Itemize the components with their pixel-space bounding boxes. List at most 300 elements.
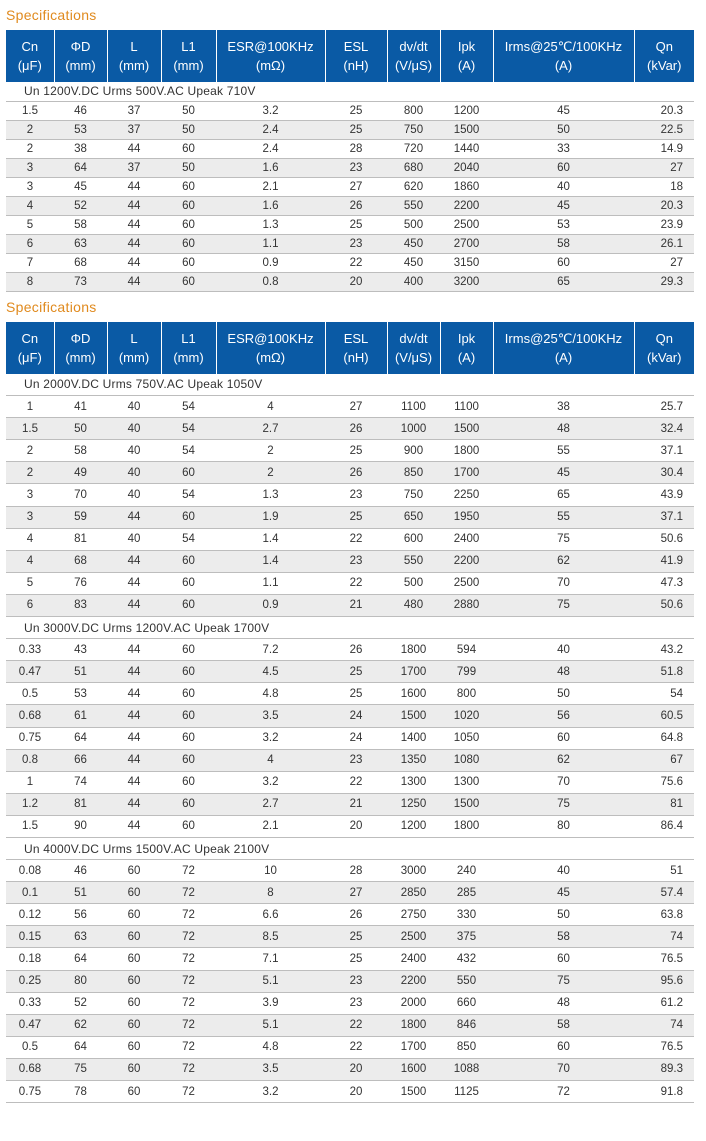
table-row <box>6 484 694 506</box>
table-cell: 47.3 <box>634 572 694 594</box>
table-cell: 46 <box>54 101 107 120</box>
column-header-unit: (kVar) <box>647 349 682 365</box>
table-cell: 80 <box>493 815 634 837</box>
table-cell: 43 <box>54 639 107 661</box>
column-header-unit: (mm) <box>65 349 96 365</box>
table-cell: 1080 <box>440 749 493 771</box>
column-header <box>493 322 634 374</box>
table-cell: 25 <box>325 661 387 683</box>
table-cell: 60 <box>107 1014 161 1036</box>
table-cell: 74 <box>54 771 107 793</box>
voltage-group-row <box>6 617 694 639</box>
table-cell: 81 <box>54 793 107 815</box>
table-cell: 44 <box>107 139 161 158</box>
table-cell: 58 <box>493 1014 634 1036</box>
table-cell: 1700 <box>387 661 440 683</box>
table-row <box>6 661 694 683</box>
table-cell: 53 <box>54 120 107 139</box>
table-cell: 20 <box>325 272 387 291</box>
table-cell: 2 <box>6 139 54 158</box>
table-cell: 450 <box>387 253 440 272</box>
table-cell: 1800 <box>387 1014 440 1036</box>
table-row <box>6 1014 694 1036</box>
table-cell: 60.5 <box>634 705 694 727</box>
table-cell: 51 <box>634 860 694 882</box>
table-cell: 65 <box>493 484 634 506</box>
table-cell: 0.5 <box>6 683 54 705</box>
table-cell: 28 <box>325 860 387 882</box>
table-cell: 26 <box>325 418 387 440</box>
table-cell: 22.5 <box>634 120 694 139</box>
table-cell: 3.9 <box>216 992 325 1014</box>
voltage-group-label: Un 2000V.DC Urms 750V.AC Upeak 1050V <box>6 374 694 396</box>
table-cell: 78 <box>54 1081 107 1103</box>
table-row <box>6 882 694 904</box>
table-cell: 23 <box>325 749 387 771</box>
column-header <box>634 322 694 374</box>
table-cell: 1500 <box>440 793 493 815</box>
table-row <box>6 926 694 948</box>
table-cell: 5.1 <box>216 970 325 992</box>
table-cell: 25 <box>325 926 387 948</box>
table-cell: 4 <box>216 749 325 771</box>
table-cell: 1400 <box>387 727 440 749</box>
column-header-unit: (nH) <box>343 349 369 365</box>
table-cell: 40 <box>107 396 161 418</box>
header-row <box>6 30 694 82</box>
table-cell: 50.6 <box>634 594 694 616</box>
table-cell: 65 <box>493 272 634 291</box>
table-cell: 70 <box>54 484 107 506</box>
table-cell: 45 <box>493 196 634 215</box>
table-cell: 44 <box>107 771 161 793</box>
table-cell: 58 <box>54 440 107 462</box>
table-cell: 80 <box>54 970 107 992</box>
table-cell: 25 <box>325 506 387 528</box>
table-cell: 1350 <box>387 749 440 771</box>
table-cell: 550 <box>387 196 440 215</box>
table-row <box>6 970 694 992</box>
section-title: Specifications <box>6 298 97 315</box>
table-cell: 48 <box>493 418 634 440</box>
table-cell: 72 <box>161 860 216 882</box>
table-cell: 3200 <box>440 272 493 291</box>
table-cell: 650 <box>387 506 440 528</box>
table-cell: 68 <box>54 253 107 272</box>
table-cell: 70 <box>493 1058 634 1080</box>
table-row <box>6 815 694 837</box>
table-cell: 53 <box>493 215 634 234</box>
table-cell: 2 <box>216 440 325 462</box>
table-cell: 3 <box>6 177 54 196</box>
table-cell: 25 <box>325 101 387 120</box>
column-header-name: Qn <box>655 39 673 54</box>
table-cell: 50 <box>493 683 634 705</box>
table-cell: 46 <box>54 860 107 882</box>
table-cell: 44 <box>107 683 161 705</box>
spec-table <box>6 322 694 1104</box>
table-cell: 89.3 <box>634 1058 694 1080</box>
table-cell: 60 <box>161 506 216 528</box>
table-cell: 60 <box>161 215 216 234</box>
table-cell: 2750 <box>387 904 440 926</box>
table-cell: 4.8 <box>216 683 325 705</box>
table-cell: 75 <box>54 1058 107 1080</box>
table-cell: 2200 <box>440 550 493 572</box>
table-cell: 68 <box>54 550 107 572</box>
table-cell: 23 <box>325 234 387 253</box>
table-cell: 1600 <box>387 683 440 705</box>
table-cell: 72 <box>161 1058 216 1080</box>
table-cell: 60 <box>493 1036 634 1058</box>
table-cell: 720 <box>387 139 440 158</box>
table-cell: 60 <box>161 749 216 771</box>
table-cell: 23 <box>325 992 387 1014</box>
table-cell: 285 <box>440 882 493 904</box>
table-cell: 1.5 <box>6 101 54 120</box>
table-cell: 22 <box>325 253 387 272</box>
table-cell: 26 <box>325 904 387 926</box>
column-header <box>107 30 161 82</box>
table-cell: 750 <box>387 120 440 139</box>
table-cell: 60 <box>161 572 216 594</box>
table-cell: 1088 <box>440 1058 493 1080</box>
table-cell: 58 <box>493 234 634 253</box>
table-cell: 40 <box>107 440 161 462</box>
table-cell: 40 <box>107 528 161 550</box>
table-cell: 86.4 <box>634 815 694 837</box>
table-cell: 1440 <box>440 139 493 158</box>
table-row <box>6 572 694 594</box>
table-cell: 72 <box>161 1036 216 1058</box>
table-cell: 60 <box>107 1058 161 1080</box>
table-cell: 60 <box>107 882 161 904</box>
column-header <box>161 30 216 82</box>
table-cell: 64 <box>54 948 107 970</box>
table-cell: 22 <box>325 528 387 550</box>
table-cell: 1200 <box>440 101 493 120</box>
table-row <box>6 594 694 616</box>
column-header-name: Ipk <box>457 330 476 346</box>
table-cell: 0.75 <box>6 727 54 749</box>
table-cell: 25 <box>325 215 387 234</box>
table-cell: 58 <box>493 926 634 948</box>
table-cell: 44 <box>107 639 161 661</box>
column-header <box>440 322 493 374</box>
table-cell: 60 <box>161 462 216 484</box>
table-cell: 850 <box>440 1036 493 1058</box>
table-cell: 21 <box>325 793 387 815</box>
table-cell: 60 <box>161 594 216 616</box>
table-cell: 51 <box>54 661 107 683</box>
table-cell: 50 <box>493 904 634 926</box>
column-header <box>325 30 387 82</box>
table-cell: 95.6 <box>634 970 694 992</box>
column-header-name: Ipk <box>457 39 476 54</box>
table-cell: 1500 <box>440 418 493 440</box>
table-cell: 66 <box>54 749 107 771</box>
table-cell: 2700 <box>440 234 493 253</box>
column-header-name: Irms@25℃/100KHz <box>504 39 623 54</box>
table-cell: 8 <box>216 882 325 904</box>
table-cell: 2.4 <box>216 120 325 139</box>
column-header-unit: (mm) <box>65 58 96 73</box>
table-cell: 40 <box>493 177 634 196</box>
column-header-name: ESL <box>343 39 369 54</box>
table-cell: 74 <box>634 1014 694 1036</box>
voltage-group-row <box>6 837 694 859</box>
table-cell: 37.1 <box>634 440 694 462</box>
table-cell: 40 <box>107 484 161 506</box>
table-cell: 59 <box>54 506 107 528</box>
table-cell: 1050 <box>440 727 493 749</box>
table-cell: 1.3 <box>216 215 325 234</box>
voltage-group-label: Un 1200V.DC Urms 500V.AC Upeak 710V <box>6 82 694 101</box>
table-cell: 60 <box>107 860 161 882</box>
table-cell: 6 <box>6 594 54 616</box>
column-header <box>54 322 107 374</box>
column-header-unit: (A) <box>554 58 573 73</box>
table-cell: 50 <box>161 158 216 177</box>
table-cell: 0.25 <box>6 970 54 992</box>
table-cell: 1100 <box>440 396 493 418</box>
table-cell: 375 <box>440 926 493 948</box>
column-header-name: Irms@25℃/100KHz <box>504 330 623 346</box>
column-header <box>107 322 161 374</box>
table-cell: 3.2 <box>216 727 325 749</box>
table-row <box>6 158 694 177</box>
table-cell: 52 <box>54 992 107 1014</box>
column-header-name: ΦD <box>70 330 91 346</box>
table-cell: 0.33 <box>6 992 54 1014</box>
table-cell: 800 <box>387 101 440 120</box>
column-header-unit: (kVar) <box>647 58 682 73</box>
table-cell: 2880 <box>440 594 493 616</box>
table-cell: 50 <box>493 120 634 139</box>
table-cell: 27 <box>325 882 387 904</box>
column-header-unit: (μF) <box>17 58 42 73</box>
table-cell: 1600 <box>387 1058 440 1080</box>
table-cell: 0.9 <box>216 253 325 272</box>
table-cell: 20.3 <box>634 196 694 215</box>
column-header <box>325 322 387 374</box>
table-cell: 3 <box>6 506 54 528</box>
table-cell: 60 <box>161 661 216 683</box>
column-header-name: ESR@100KHz <box>227 39 314 54</box>
table-cell: 24 <box>325 727 387 749</box>
table-cell: 30.4 <box>634 462 694 484</box>
table-cell: 60 <box>161 815 216 837</box>
table-cell: 73 <box>54 272 107 291</box>
table-cell: 2500 <box>440 215 493 234</box>
column-header-name: dv/dt <box>399 330 428 346</box>
table-cell: 6.6 <box>216 904 325 926</box>
column-header-unit: (V/μS) <box>394 349 433 365</box>
table-cell: 58 <box>54 215 107 234</box>
table-row <box>6 1081 694 1103</box>
table-cell: 2.1 <box>216 815 325 837</box>
table-cell: 75 <box>493 793 634 815</box>
column-header-name: Cn <box>21 330 39 346</box>
table-cell: 1.5 <box>6 418 54 440</box>
column-header-unit: (mΩ) <box>255 58 286 73</box>
table-cell: 23.9 <box>634 215 694 234</box>
column-header <box>634 30 694 82</box>
table-row <box>6 418 694 440</box>
table-cell: 75 <box>493 970 634 992</box>
table-cell: 8.5 <box>216 926 325 948</box>
table-cell: 38 <box>54 139 107 158</box>
table-cell: 2500 <box>440 572 493 594</box>
table-cell: 44 <box>107 506 161 528</box>
table-row <box>6 683 694 705</box>
table-cell: 43.2 <box>634 639 694 661</box>
table-cell: 75 <box>493 528 634 550</box>
table-cell: 44 <box>107 572 161 594</box>
column-header-name: dv/dt <box>399 39 428 54</box>
table-cell: 1800 <box>440 440 493 462</box>
table-cell: 81 <box>634 793 694 815</box>
table-cell: 1.2 <box>6 793 54 815</box>
table-cell: 2 <box>216 462 325 484</box>
table-cell: 6 <box>6 234 54 253</box>
column-header-unit: (mm) <box>118 58 150 73</box>
table-cell: 1860 <box>440 177 493 196</box>
table-cell: 27 <box>634 253 694 272</box>
table-cell: 60 <box>161 705 216 727</box>
table-cell: 40 <box>107 462 161 484</box>
table-cell: 10 <box>216 860 325 882</box>
table-cell: 750 <box>387 484 440 506</box>
column-header <box>161 322 216 374</box>
table-cell: 60 <box>107 904 161 926</box>
table-cell: 60 <box>161 272 216 291</box>
table-cell: 5 <box>6 572 54 594</box>
column-header <box>216 30 325 82</box>
table-cell: 76 <box>54 572 107 594</box>
table-cell: 7.1 <box>216 948 325 970</box>
table-cell: 44 <box>107 661 161 683</box>
table-cell: 50 <box>54 418 107 440</box>
table-cell: 0.8 <box>6 749 54 771</box>
table-cell: 32.4 <box>634 418 694 440</box>
table-row <box>6 253 694 272</box>
table-cell: 1950 <box>440 506 493 528</box>
table-cell: 29.3 <box>634 272 694 291</box>
table-cell: 1000 <box>387 418 440 440</box>
table-cell: 45 <box>54 177 107 196</box>
table-cell: 21 <box>325 594 387 616</box>
table-cell: 0.15 <box>6 926 54 948</box>
table-cell: 23 <box>325 970 387 992</box>
table-cell: 54 <box>161 396 216 418</box>
table-cell: 56 <box>54 904 107 926</box>
table-cell: 1250 <box>387 793 440 815</box>
table-cell: 900 <box>387 440 440 462</box>
table-cell: 44 <box>107 234 161 253</box>
table-cell: 44 <box>107 196 161 215</box>
table-cell: 60 <box>493 158 634 177</box>
table-cell: 63 <box>54 926 107 948</box>
table-cell: 4.5 <box>216 661 325 683</box>
table-cell: 3.2 <box>216 101 325 120</box>
table-cell: 3 <box>6 158 54 177</box>
table-cell: 3.5 <box>216 1058 325 1080</box>
table-cell: 432 <box>440 948 493 970</box>
table-cell: 61.2 <box>634 992 694 1014</box>
table-cell: 70 <box>493 771 634 793</box>
table-cell: 1.1 <box>216 234 325 253</box>
table-cell: 0.18 <box>6 948 54 970</box>
column-header-unit: (A) <box>457 58 476 73</box>
table-cell: 72 <box>161 926 216 948</box>
table-row <box>6 396 694 418</box>
table-row <box>6 904 694 926</box>
table-cell: 0.68 <box>6 1058 54 1080</box>
table-cell: 54 <box>634 683 694 705</box>
table-cell: 76.5 <box>634 1036 694 1058</box>
column-header-name: ΦD <box>70 39 91 54</box>
table-cell: 41 <box>54 396 107 418</box>
column-header-unit: (μF) <box>17 349 42 365</box>
table-cell: 480 <box>387 594 440 616</box>
table-cell: 2850 <box>387 882 440 904</box>
table-cell: 91.8 <box>634 1081 694 1103</box>
table-cell: 44 <box>107 253 161 272</box>
table-cell: 4 <box>6 196 54 215</box>
table-cell: 60 <box>493 253 634 272</box>
table-cell: 5.1 <box>216 1014 325 1036</box>
table-cell: 400 <box>387 272 440 291</box>
table-cell: 72 <box>161 1014 216 1036</box>
table-cell: 1800 <box>440 815 493 837</box>
table-cell: 2400 <box>440 528 493 550</box>
table-cell: 2.4 <box>216 139 325 158</box>
table-row <box>6 272 694 291</box>
table-cell: 40 <box>493 639 634 661</box>
table-row <box>6 860 694 882</box>
table-cell: 799 <box>440 661 493 683</box>
table-cell: 0.1 <box>6 882 54 904</box>
column-header <box>54 30 107 82</box>
table-cell: 75 <box>493 594 634 616</box>
table-cell: 55 <box>493 440 634 462</box>
table-cell: 60 <box>161 139 216 158</box>
table-cell: 44 <box>107 793 161 815</box>
table-cell: 4 <box>6 550 54 572</box>
table-cell: 2200 <box>440 196 493 215</box>
column-header <box>440 30 493 82</box>
table-cell: 62 <box>54 1014 107 1036</box>
table-cell: 4.8 <box>216 1036 325 1058</box>
table-cell: 26.1 <box>634 234 694 253</box>
table-cell: 22 <box>325 1014 387 1036</box>
voltage-group-label: Un 3000V.DC Urms 1200V.AC Upeak 1700V <box>6 617 694 639</box>
table-cell: 60 <box>161 253 216 272</box>
table-cell: 2.1 <box>216 177 325 196</box>
spec-table <box>6 30 694 292</box>
table-cell: 26 <box>325 639 387 661</box>
table-cell: 800 <box>440 683 493 705</box>
table-cell: 53 <box>54 683 107 705</box>
table-cell: 60 <box>107 948 161 970</box>
table-cell: 60 <box>107 992 161 1014</box>
table-cell: 5 <box>6 215 54 234</box>
table-cell: 55 <box>493 506 634 528</box>
table-row <box>6 992 694 1014</box>
table-cell: 70 <box>493 572 634 594</box>
table-cell: 51 <box>54 882 107 904</box>
